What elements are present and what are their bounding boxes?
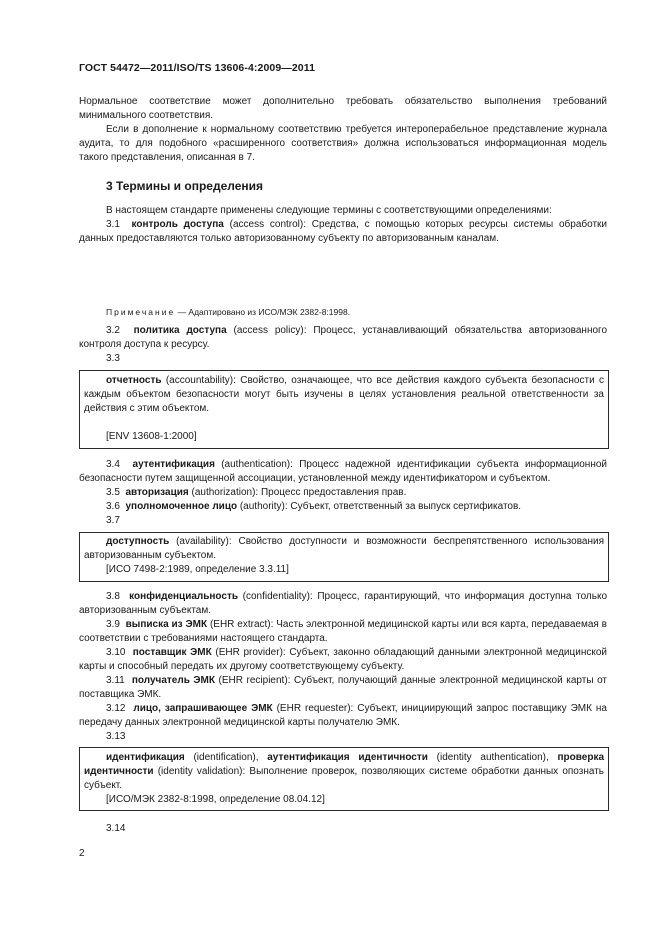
term-3-11 — [79, 674, 607, 702]
term-definition: (access control): Средства, с помощью которых ресурсы системы обработки данных предоставляются только авторизованному субъекту по авторизованным каналам. — [79, 219, 607, 244]
term-definition: (identification), — [184, 752, 268, 763]
term-name: политика доступа — [133, 325, 227, 336]
term-definition: (authorization): Процесс предоставления прав. — [188, 487, 407, 498]
note-label: Примечание — [106, 307, 176, 317]
term-definition: (EHR requester): Субъект, инициирующий запрос поставщику ЭМК на передачу данных электронной медицинской карты получателю ЭМК. — [79, 703, 607, 728]
term-3-6 — [79, 500, 607, 514]
term-name: контроль доступа — [131, 219, 224, 230]
term-number: 3.2 — [106, 325, 120, 336]
term-number: 3.10 — [106, 647, 126, 658]
term-definition: (availability): Свойство доступности и возможности беспрепятственного использования авторизованным субъектом. — [84, 536, 604, 561]
page-number: 2 — [79, 848, 85, 859]
term-definition: (access policy): Процесс, устанавливающий обязательства авторизованного контроля доступа к ресурсу. — [79, 325, 608, 350]
term-number: 3.8 — [106, 591, 120, 602]
term-name: поставщик ЭМК — [132, 647, 212, 658]
intro-paragraph-1: Нормальное соответствие может дополнительно требовать обязательство выполнения требований минимального соответствия. — [79, 96, 607, 121]
term-3-5 — [79, 486, 607, 500]
term-number: 3.1 — [106, 219, 120, 230]
term-name: авторизация — [125, 487, 189, 498]
term-number: 3.6 — [106, 501, 120, 512]
term-definition: (authentication): Процесс надежной идентификации субъекта информационной безопасности путем защищенной ассоциации, установленной между идентификатором и субъектом. — [79, 459, 607, 484]
term-name: аутентификация идентичности — [267, 752, 428, 763]
section-lead: В настоящем стандарте применены следующие термины с соответствующими определениями: — [106, 205, 552, 216]
term-number: 3.12 — [106, 703, 126, 714]
term-name: идентификация — [106, 752, 185, 763]
term-3-7-number: 3.7 — [106, 515, 120, 526]
term-definition: (confidentiality): Процесс, гарантирующий, что информация доступна только авторизованным субъектам. — [79, 591, 607, 616]
term-3-14-number: 3.14 — [106, 823, 126, 834]
term-definition: (identity validation): Выполнение проверок, позволяющих системе обработки данных опознать субъект. — [84, 766, 604, 791]
term-3-9 — [79, 618, 607, 646]
section-heading: 3 Термины и определения — [106, 179, 264, 193]
term-3-7-source: [ИСО 7498-2:1989, определение 3.3.11] — [106, 564, 289, 575]
document-header: ГОСТ 54472—2011/ISO/TS 13606-4:2009—2011 — [79, 62, 316, 74]
term-name: проверка идентичности — [84, 752, 605, 777]
term-definition: (accountability): Свойство, означающее, что все действия каждого субъекта безопасности с каждым объектом безопасности могут быть изучены в целях установления реальной ответственности за действия с этим объектом. — [84, 375, 604, 414]
term-name: доступность — [106, 536, 170, 547]
term-name: уполномоченное лицо — [125, 501, 238, 512]
term-3-1 — [79, 218, 607, 246]
term-definition: (authority): Субъект, ответственный за выпуск сертификатов. — [237, 501, 522, 512]
term-name: аутентификация — [132, 459, 215, 470]
term-name: конфиденциальность — [129, 591, 239, 602]
term-3-13-source: [ИСО/МЭК 2382-8:1998, определение 08.04.12] — [106, 794, 325, 805]
note — [106, 306, 350, 318]
term-3-4 — [79, 458, 607, 486]
term-3-10 — [79, 646, 607, 674]
term-name: отчетность — [106, 375, 162, 386]
term-3-2 — [79, 324, 607, 352]
term-3-7 — [84, 535, 604, 563]
term-number: 3.9 — [106, 619, 120, 630]
term-name: получатель ЭМК — [131, 675, 215, 686]
term-3-3-number: 3.3 — [106, 353, 120, 364]
term-name: выписка из ЭМК — [125, 619, 208, 630]
term-number: 3.11 — [106, 675, 125, 686]
intro-paragraph-2: Если в дополнение к нормальному соответствию требуется интероперабельное представление журнала аудита, то для подобного «расширенного соответствия» должна использоваться информационная модель такого представления, описанная в 7. — [79, 124, 607, 163]
term-3-13 — [84, 751, 604, 793]
term-3-3-source: [ENV 13608-1:2000] — [106, 431, 197, 442]
term-definition: (EHR provider): Субъект, законно обладающий данными электронной медицинской карты и способный передать их другому соответствующему субъекту. — [79, 647, 607, 672]
term-definition: (EHR extract): Часть электронной медицинской карты или вся карта, передаваемая в соответствии с требованиями настоящего стандарта. — [79, 619, 607, 644]
note-text: — Адаптировано из ИСО/МЭК 2382-8:1998. — [175, 307, 351, 317]
term-number: 3.4 — [106, 459, 120, 470]
term-number: 3.5 — [106, 487, 120, 498]
term-definition: (identity authentication), — [427, 752, 558, 763]
term-3-12 — [79, 702, 607, 730]
term-3-13-number: 3.13 — [106, 731, 126, 742]
term-name: лицо, запрашивающее ЭМК — [133, 703, 273, 714]
term-definition: (EHR recipient): Субъект, получающий данные электронной медицинской карты от поставщика ЭМК. — [79, 675, 607, 700]
term-3-3 — [84, 374, 604, 416]
term-3-8 — [79, 590, 607, 618]
